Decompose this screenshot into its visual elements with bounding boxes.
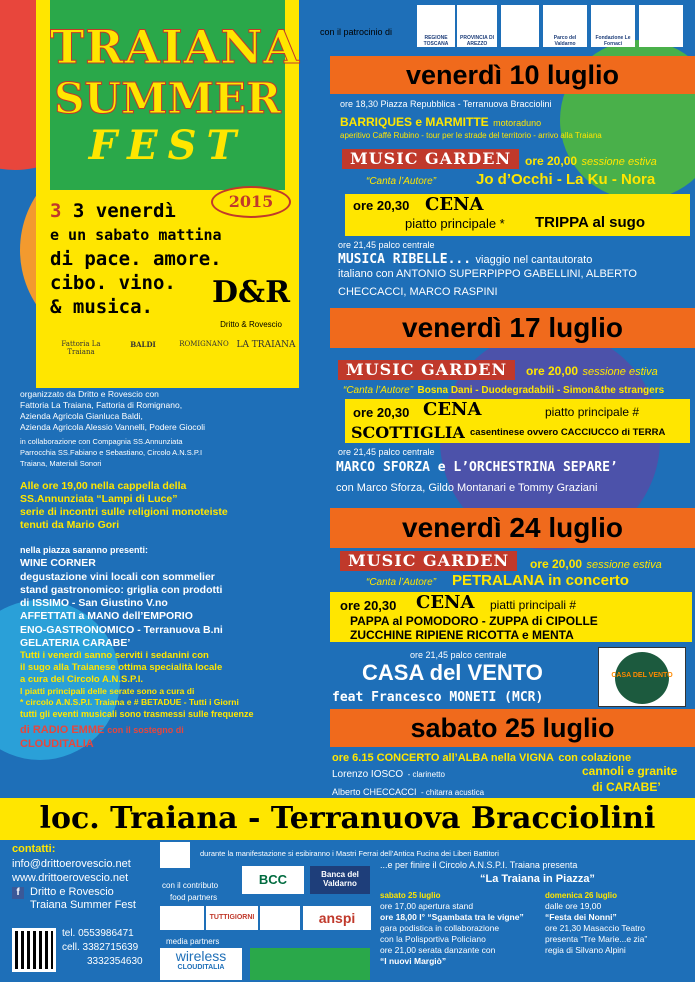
dritto-rovescio-caption: Dritto & Rovescio bbox=[220, 320, 282, 329]
cappella-line: Alle ore 19,00 nella cappella della bbox=[20, 480, 187, 492]
sedanini-line: a cura del Circolo A.N.S.P.I. bbox=[20, 674, 144, 686]
event4-lorenzo bbox=[332, 764, 445, 782]
patron-logo: REGIONE TOSCANA bbox=[417, 5, 455, 47]
sponsor-logo: BALDI bbox=[130, 340, 156, 349]
mg-time: ore 20,00 bbox=[525, 154, 578, 168]
organizers-block bbox=[20, 389, 325, 469]
food-logo-2 bbox=[260, 906, 300, 930]
piatti-line: tutti gli eventi musicali sono trasmessi sulle frequenze bbox=[20, 709, 254, 720]
event1-date-bar bbox=[330, 56, 695, 94]
domenica-line: presenta “Tre Marie...e zia” bbox=[545, 934, 648, 944]
domenica-line: ore 21,30 Masaccio Teatro bbox=[545, 923, 646, 933]
cappella-line: tenuti da Mario Gori bbox=[20, 519, 120, 531]
sedanini-line: Tutti i venerdì sanno serviti i sedanini con bbox=[20, 650, 209, 662]
cena-label: CENA bbox=[425, 194, 484, 215]
contributo-label: con il contributo bbox=[162, 881, 219, 890]
banca-valdarno-logo: Banca del Valdarno bbox=[310, 866, 370, 894]
event1-aperitivo: aperitivo Caffè Rubino - tour per le strade del territorio - arrivo alla Traiana bbox=[340, 131, 602, 140]
mg-time: ore 20,00 bbox=[530, 557, 583, 571]
tagline-5: & musica. bbox=[50, 296, 153, 318]
durante-text: durante la manifestazione si esibiranno i Mastri Ferrai dell’Antica Fucina dei Liberi Battitori bbox=[200, 849, 499, 858]
mg-time: ore 20,00 bbox=[526, 364, 579, 378]
tagline-4: cibo. vino. bbox=[50, 272, 176, 294]
sponsor-logo: Fattoria La Traiana bbox=[61, 340, 101, 356]
cena-dish: PAPPA al POMODORO - ZUPPA di CIPOLLE bbox=[350, 614, 598, 628]
piazza-line: GELATERIA CARABE’ bbox=[20, 637, 131, 650]
contatti-label: contatti: bbox=[12, 843, 56, 855]
canta: “Canta l’Autore” bbox=[343, 385, 414, 396]
piatti-line: I piatti principali delle serate sono a cura di bbox=[20, 686, 195, 697]
logo-text: CASA DEL VENTO bbox=[611, 672, 673, 679]
tuttigiorni-logo: TUTTIGIORNI bbox=[206, 906, 258, 930]
event2-palco: ore 21,45 palco centrale bbox=[338, 447, 435, 457]
facebook-icon: f bbox=[12, 887, 24, 899]
sabato-date: sabato 25 luglio bbox=[380, 891, 441, 900]
event4-date: sabato 25 luglio bbox=[410, 713, 615, 743]
piazza-line: degustazione vini locali con sommelier bbox=[20, 570, 215, 583]
event1-musica-ribelle bbox=[338, 250, 693, 268]
sabato-line: gara podistica in collaborazione bbox=[380, 923, 500, 933]
cena-dish: SCOTTIGLIA bbox=[351, 423, 465, 442]
piazza-line: AFFETTATI a MANO dell’EMPORIO bbox=[20, 610, 193, 623]
collab-line: Parrocchia SS.Fabiano e Sebastiano, Circolo A.N.S.P.I bbox=[20, 448, 203, 457]
musica-ribelle-desc: viaggio nel cantautorato bbox=[475, 254, 593, 266]
event2-canta-row bbox=[343, 380, 664, 398]
musica-ribelle-title: MUSICA RIBELLE... bbox=[338, 252, 472, 267]
event1-date: venerdì 10 luglio bbox=[405, 60, 620, 90]
domenica-line: “Festa dei Nonni” bbox=[545, 912, 617, 922]
tagline-3: di pace. amore. bbox=[50, 248, 222, 270]
radio-emme-logo bbox=[250, 948, 370, 980]
domenica-line: regia di Silvano Alpini bbox=[545, 945, 626, 955]
cena-time: ore 20,30 bbox=[353, 405, 410, 420]
event2-date: venerdì 17 luglio bbox=[402, 312, 623, 343]
event3-canta: “Canta l’Autore” bbox=[366, 577, 437, 588]
cena-dish: ZUCCHINE RIPIENE RICOTTA e MENTA bbox=[350, 628, 574, 642]
cellphone: cell. 3382715639 bbox=[62, 942, 139, 953]
tagline-1: 3 3 venerdì bbox=[50, 200, 176, 222]
organizers-line: organizzato da Dritto e Rovescio con bbox=[20, 389, 159, 399]
casa-del-vento-logo bbox=[598, 647, 686, 707]
event3-feat: feat Francesco MONETI (MCR) bbox=[332, 690, 544, 705]
cena-label: CENA bbox=[416, 592, 475, 613]
event3-music-garden: MUSIC GARDEN bbox=[340, 551, 517, 571]
tagline-2: e un sabato mattina bbox=[50, 226, 222, 244]
event3-date-bar bbox=[330, 508, 695, 548]
title-line-1: TRAIANA bbox=[50, 20, 301, 74]
cena-piatto: piatto principale # bbox=[545, 405, 640, 419]
media-partners-label: media partners bbox=[166, 937, 220, 946]
concerto-alba: ore 6.15 CONCERTO all’ALBA nella VIGNA bbox=[332, 752, 554, 764]
event1-time: ore 18,30 Piazza Repubblica - Terranuova Bracciolini bbox=[340, 99, 552, 109]
sabato-line: “I nuovi Margiò” bbox=[380, 956, 447, 966]
event3-palco: ore 21,45 palco centrale bbox=[410, 650, 507, 660]
sabato-line: ore 18,00 I° “Sgambata tra le vigne” bbox=[380, 912, 524, 922]
patron-logo bbox=[639, 5, 683, 47]
event4-date-bar bbox=[330, 709, 695, 747]
facebook-name[interactable]: Dritto e Rovescio bbox=[30, 886, 114, 898]
radio-emme: di RADIO EMME bbox=[20, 724, 105, 737]
cellphone-2: 3332354630 bbox=[87, 956, 143, 967]
barriques-title: BARRIQUES e MARMITTE bbox=[340, 115, 489, 129]
organizers-line: Azienda Agricola Gianluca Baldi, bbox=[20, 411, 143, 421]
cena-label: CENA bbox=[423, 399, 482, 420]
event2-ms-line2: con Marco Sforza, Gildo Montanari e Tommy Graziani bbox=[336, 482, 598, 494]
cena-time: ore 20,30 bbox=[353, 198, 410, 213]
event2-music-garden: MUSIC GARDEN bbox=[338, 360, 515, 380]
event3-artists: PETRALANA in concerto bbox=[452, 572, 629, 589]
cappella-block bbox=[20, 480, 325, 532]
email-link[interactable]: info@drittoerovescio.net bbox=[12, 858, 131, 870]
year-badge: 2015 bbox=[211, 186, 291, 218]
patron-logo: Fondazione Le Fornaci bbox=[591, 5, 635, 47]
artists: Bosna Dani - Duodegradabili - Simon&the strangers bbox=[417, 385, 665, 396]
event1-barriques bbox=[340, 113, 541, 131]
piazza-intro: nella piazza saranno presenti: bbox=[20, 545, 149, 555]
event4-carabe: di CARABE’ bbox=[592, 780, 661, 794]
cena-dish-desc: casentinese ovvero CACCIUCCO di TERRA bbox=[470, 427, 666, 438]
patron-logo bbox=[501, 5, 539, 47]
event1-cena-box bbox=[345, 194, 690, 236]
event1-mr-line3: CHECCACCI, MARCO RASPINI bbox=[338, 286, 498, 298]
facebook-page[interactable]: Traiana Summer Fest bbox=[30, 899, 136, 911]
radio-support: con il sostegno di bbox=[107, 725, 184, 736]
mg-session: sessione estiva bbox=[586, 559, 662, 571]
piazza-line: ENO-GASTRONOMICO - Terranuova B.ni bbox=[20, 623, 223, 636]
qr-code bbox=[12, 928, 56, 972]
musician: Lorenzo IOSCO bbox=[332, 769, 404, 780]
clouditalia-logo-text: CLOUDITALIA bbox=[177, 964, 225, 971]
event4-cannoli: cannoli e granite bbox=[582, 764, 678, 778]
organizers-line: Azienda Agricola Alessio Vannelli, Podere Giocoli bbox=[20, 422, 206, 432]
bcc-logo bbox=[242, 866, 304, 894]
musician: Alberto CHECCACCI bbox=[332, 787, 417, 797]
domenica-block bbox=[545, 890, 693, 956]
sabato-line: ore 17,00 apertura stand bbox=[380, 901, 474, 911]
event3-date: venerdì 24 luglio bbox=[402, 512, 623, 543]
domenica-line: dalle ore 19,00 bbox=[545, 901, 602, 911]
sponsor-logo: LA TRAIANA bbox=[236, 340, 296, 350]
event2-mg-time bbox=[526, 362, 658, 380]
footer bbox=[0, 840, 695, 982]
fucina-logo bbox=[160, 842, 190, 868]
piazza-line: di ISSIMO - San Giustino V.no bbox=[20, 597, 168, 610]
tagline-text: 3 venerdì bbox=[72, 200, 176, 222]
sedanini-line: il sugo alla Traianese ottima specialità locale bbox=[20, 662, 223, 674]
piatti-line: * circolo A.N.S.P.I. Traiana e # BETADUE - Tutti i Giorni bbox=[20, 697, 239, 708]
dritto-rovescio-logo: D&R bbox=[211, 275, 291, 310]
patron-logo: PROVINCIA DI AREZZO bbox=[457, 5, 497, 47]
event2-marco-sforza: MARCO SFORZA e L’ORCHESTRINA SEPARE’ bbox=[336, 460, 618, 475]
event1-palco: ore 21,45 palco centrale bbox=[338, 240, 435, 250]
cena-dish: TRIPPA al sugo bbox=[535, 214, 646, 231]
collab-line: Traiana, Materiali Sonori bbox=[20, 459, 102, 468]
food-logo bbox=[160, 906, 204, 930]
event2-cena-box bbox=[345, 399, 690, 443]
event1-music-garden: MUSIC GARDEN bbox=[342, 149, 519, 169]
sabato-line: ore 21,00 serata danzante con bbox=[380, 945, 496, 955]
mg-session: sessione estiva bbox=[581, 156, 657, 168]
event1-artists: Jo d’Occhi - La Ku - Nora bbox=[476, 171, 656, 188]
event1-mr-line2: italiano con ANTONIO SUPERPIPPO GABELLINI, ALBERTO bbox=[338, 268, 637, 280]
piazza-line: WINE CORNER bbox=[20, 557, 96, 570]
event3-casa-vento: CASA del VENTO bbox=[362, 660, 543, 685]
sabato-line: con la Polisportiva Policiano bbox=[380, 934, 486, 944]
title-line-2: SUMMER bbox=[54, 74, 281, 123]
web-link[interactable]: www.drittoerovescio.net bbox=[12, 872, 129, 884]
cena-piatto: piatti principali # bbox=[490, 598, 577, 612]
clouditalia-text: CLOUDITALIA bbox=[20, 737, 94, 750]
concerto-colazione: con colazione bbox=[558, 752, 632, 764]
collab-line: in collaborazione con Compagnia SS.Annunziata bbox=[20, 437, 183, 446]
patrocinio-label: con il patrocinio di bbox=[320, 27, 393, 37]
cappella-line: serie di incontri sulle religioni monoteiste bbox=[20, 506, 228, 518]
piazza-block bbox=[20, 544, 325, 751]
radio-line bbox=[20, 724, 325, 737]
patron-logo: Parco del Valdarno bbox=[543, 5, 587, 47]
finire-text: ...e per finire il Circolo A.N.S.P.I. Traiana presenta bbox=[380, 860, 578, 870]
event2-date-bar bbox=[330, 308, 695, 348]
mg-session: sessione estiva bbox=[582, 366, 658, 378]
wireless-text: wireless bbox=[175, 948, 227, 964]
title-banner bbox=[50, 0, 301, 190]
barriques-sub: motoraduno bbox=[493, 118, 542, 128]
event1-mg-time bbox=[525, 152, 657, 170]
telephone: tel. 0553986471 bbox=[62, 928, 134, 939]
domenica-date: domenica 26 luglio bbox=[545, 891, 618, 900]
title-card bbox=[36, 0, 299, 388]
cena-piatto: piatto principale * bbox=[405, 216, 505, 231]
event3-mg-time bbox=[530, 555, 662, 573]
cena-time: ore 20,30 bbox=[340, 598, 397, 613]
instrument: - clarinetto bbox=[407, 770, 445, 779]
location-bar: loc. Traiana - Terranuova Bracciolini bbox=[0, 798, 695, 840]
organizers-line: Fattoria La Traiana, Fattoria di Romignano, bbox=[20, 400, 183, 410]
bcc-text: BCC bbox=[258, 872, 288, 887]
title-line-3: FEST bbox=[88, 122, 247, 169]
food-partners-label: food partners bbox=[170, 893, 218, 902]
instrument: - chitarra acustica bbox=[420, 788, 485, 797]
cappella-line: SS.Annunziata “Lampi di Luce” bbox=[20, 493, 178, 505]
traiana-piazza-title: “La Traiana in Piazza” bbox=[480, 873, 595, 885]
sponsor-logo: ROMIGNANO bbox=[179, 340, 229, 348]
piazza-line: stand gastronomico: griglia con prodotti bbox=[20, 583, 223, 596]
wireless-logo bbox=[160, 948, 242, 980]
anspi-logo: anspi bbox=[303, 906, 371, 930]
patron-logos bbox=[417, 5, 692, 50]
event1-canta: “Canta l’Autore” bbox=[366, 176, 437, 187]
event3-cena-box bbox=[330, 592, 692, 642]
sabato-block bbox=[380, 890, 540, 967]
